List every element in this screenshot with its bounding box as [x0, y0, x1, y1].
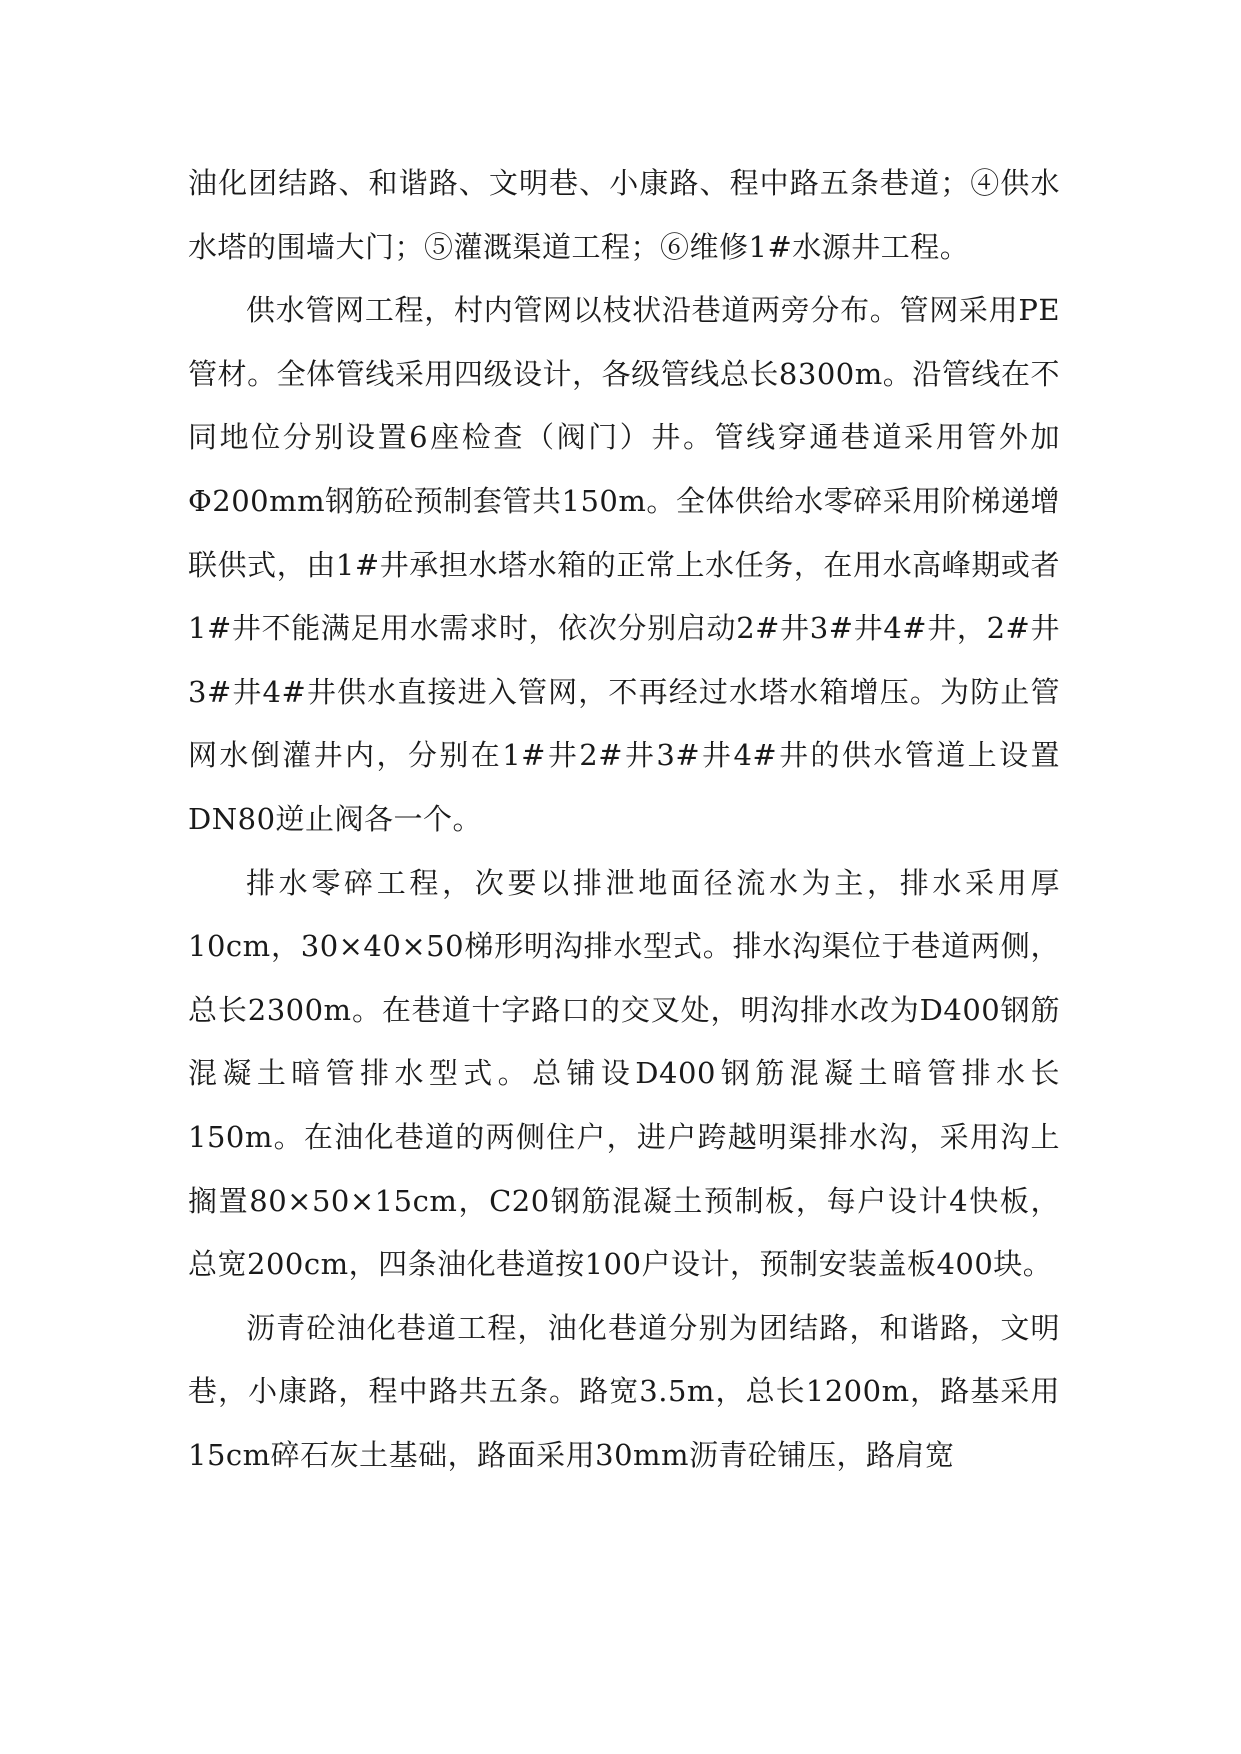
paragraph-water-supply-network: 供水管网工程，村内管网以枝状沿巷道两旁分布。管网采用PE管材。全体管线采用四级设计，各级管线总长8300m。沿管线在不同地位分别设置6座检查（阀门）井。管线穿通巷道采用管外加Φ200mm钢筋砼预制套管共150m。全体供给水零碎采用阶梯递增联供式，由1#井承担水塔水箱的正常上水任务，在用水高峰期或者1#井不能满足用水需求时，依次分别启动2#井3#井4#井，2#井3#井4#井供水直接进入管网，不再经过水塔水箱增压。为防止管网水倒灌井内，分别在1#井2#井3#井4#井的供水管道上设置DN80逆止阀各一个。 [188, 293, 1060, 836]
paragraph-asphalt-road: 沥青砼油化巷道工程，油化巷道分别为团结路，和谐路，文明巷，小康路，程中路共五条。路宽3.5m，总长1200m，路基采用15cm碎石灰土基础，路面采用30mm沥青砼铺压，路肩宽 [188, 1310, 1060, 1472]
paragraph-drainage-system: 排水零碎工程，次要以排泄地面径流水为主，排水采用厚10cm，30×40×50梯形明沟排水型式。排水沟渠位于巷道两侧，总长2300m。在巷道十字路口的交叉处，明沟排水改为D400钢筋混凝土暗管排水型式。总铺设D400钢筋混凝土暗管排水长150m。在油化巷道的两侧住户，进户跨越明渠排水沟，采用沟上搁置80×50×15cm，C20钢筋混凝土预制板，每户设计4快板，总宽200cm，四条油化巷道按100户设计，预制安装盖板400块。 [188, 865, 1060, 1282]
body-text [188, 152, 1060, 1487]
paragraph-water-tower-items: 油化团结路、和谐路、文明巷、小康路、程中路五条巷道；④供水水塔的围墙大门；⑤灌溉渠道工程；⑥维修1#水源井工程。 [188, 166, 1060, 264]
